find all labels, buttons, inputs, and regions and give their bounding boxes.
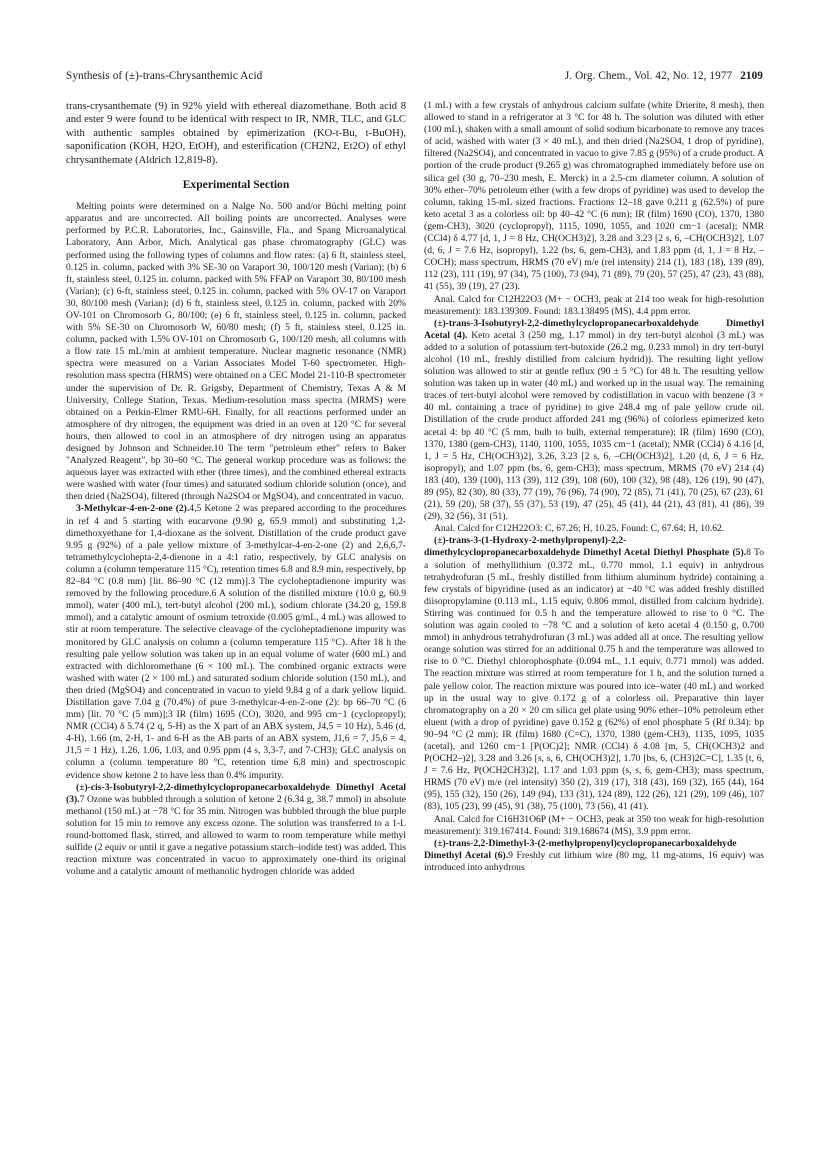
procedure-paragraph-acetal-6 (424, 838, 764, 874)
left-column (66, 100, 406, 1150)
analysis-paragraph: Anal. Calcd for C12H22O3: C, 67.26; H, 10.25. Found: C, 67.64; H, 10.62. (434, 523, 725, 535)
procedure-continuation: (1 mL) with a few crystals of anhydrous calcium sulfate (white Drierite, 8 mesh), then allowed to stand in a refrigerator at 3 °C for 48 h. The solution was diluted with ether (100 mL), shaken with a small amount of solid sodium bicarbonate to remove any traces of acid, washed with water (3 × 40 mL), and then dried (Na2SO4, 1 drop of pyridine), filtered (Na2SO4), and concentrated in vacuo to give 7.85 g (95%) of a crude product. A portion of the crude product (9.265 g) was chromatographed immediately before use on silica gel (30 g, 70–230 mesh, E. Merck) in a 2.5-cm diameter column. A solution of 30% ether–70% petroleum ether (with a few drops of pyridine) was used to develop the column, taking 15-mL sized fractions. Fractions 12–18 gave 0.211 g (62.5%) of pure keto acetal 3 as a colorless oil: bp 40–42 °C (6 mm); IR (film) 1690 (CO), 1370, 1380 (gem-CH3), 3020 (cyclopropyl), 1115, 1090, 1055, and 1020 cm−1 (acetal); NMR (CCl4) δ 4.77 [d, 1, J = 8 Hz, CH(OCH3)2], 3.28 and 3.23 [2 s, 6, –CH(OCH3)2], 1.07 (d, 6, J = 7.6 Hz, isopropyl), 1.22 (bs, 6, gem-CH3), and 1.83 ppm (d, 1, J = 8 Hz, –COCH); mass spectrum, HRMS (70 eV) m/e (rel intensity) 214 (1), 183 (18), 139 (89), 112 (23), 111 (19), 97 (34), 75 (100), 73 (94), 71 (89), 79 (20), 57 (25), 47 (23), 43 (88), 41 (55), 39 (19), 27 (23). (424, 100, 764, 293)
procedure-title: (±)-cis-3-Isobutyryl-2,2-dimethylcyclopropanecarboxaldehyde Dimethyl Acetal (3). (66, 781, 406, 805)
journal-citation (565, 70, 763, 82)
procedure-paragraph-ketone-2 (66, 503, 406, 781)
right-column (424, 100, 764, 1150)
procedure-paragraph-phosphate-5 (424, 535, 764, 813)
analysis-paragraph: Anal. Calcd for C16H31O6P (M+ − OCH3, peak at 350 too weak for high-resolution measurement): 319.167414. Found: 319.168674 (MS), 3.9 ppm error. (424, 813, 764, 837)
page-header (66, 70, 763, 86)
procedure-body: Keto acetal 3 (250 mg, 1.17 mmol) in dry tert-butyl alcohol (3 mL) was added to a solution of potassium tert-butoxide (26.2 mg, 0.233 mmol) in dry tert-butyl alcohol (10 mL, freshly distilled from calcium hydrid)). The resulting light yellow solution was allowed to stir at gentle reflux (90 ± 5 °C) for 48 h. The resulting yellow solution was taken up in water (40 mL) and worked up in the usual way. The remaining traces of tert-butyl alcohol were removed by codistillation in vacuo with benzene (3 × 40 mL containing a trace of pyridine) to give 248.4 mg of pale yellow crude oil. Distillation of the crude product afforded 241 mg (96%) of colorless epimerized keto acetal 4: bp 40 °C (5 mm, bulb to bulb, external temperature); IR (film) 1690 (CO), 1370, 1380 (gem-CH3), 1140, 1100, 1055, 1035 cm−1 (acetal); NMR (CCl4) δ 4.16 [d, 1, J = 5 Hz, CH(OCH3)2], 3.26, 3.23 [2 s, 6, –CH(OCH3)2], 1.20 (d, 6, J = 6 Hz, isopropyl), and 1.07 ppm (bs, 6, gem-CH3); mass spectrum, MRMS (70 eV) 214 (4) 183 (40), 139 (100), 113 (39), 112 (39), 108 (60), 100 (32), 98 (48), 126 (19), 90 (47), 89 (95), 82 (30), 80 (33), 77 (19), 76 (96), 74 (90), 72 (85), 71 (41), 70 (25), 67 (23), 61 (21), 59 (20), 58 (37), 55 (37), 53 (19), 47 (25), 45 (41), 44 (21), 43 (81), 41 (86), 39 (29), 32 (56), 31 (51). (424, 329, 764, 523)
procedure-title: (±)-trans-3-(1-Hydroxy-2-methylpropenyl)-2,2-dimethylcyclopropanecarboxaldehyde Dimethyl Acetal Diethyl Phosphate (5). (424, 535, 747, 559)
procedure-title: (±)-trans-3-Isobutyryl-2,2-dimethylcyclopropanecarboxaldehyde Dimethyl Acetal (4). (424, 317, 764, 341)
page-number: 2109 (740, 70, 763, 82)
general-methods-paragraph: Melting points were determined on a Nalge No. 500 and/or Büchi melting point apparatus and are uncorrected. All boiling points are uncorrected. Analyses were performed by P.C.R. Laboratories, Inc., Gainsville, Fla., and Spang Microanalytical Laboratory, Ann Arbor, Mich. Analytical gas phase chromatography (GLC) was performed using the following types of columns and flow rates: (a) 6 ft, stainless steel, 0.125 in. column, packed with 3% SE-30 on Varaport 30, 100/120 mesh (Varian); (b) 6 ft, stainless steel, 0.125 in. column, packed with 5% FFAP on Varaport 30, 80/100 mesh (Varian); (c) 6-ft, stainless steel, 0.125 in. column, packed with 5% OV-17 on Varaport 30, 80/100 mesh (Varian); (d) 6 ft, stainless steel, 0.125 in. column, packed with 20% OV-101 on Chromosorb G, 80/100; (e) 6 ft, stainless steel, 0.125 in. column, packed with 5% SE-30 on Chromosorb W, 60/80 mesh; (f) 5 ft, stainless steel, 0.125 in. column, packed with 1.5% OV-101 on Chromosorb G, 100/120 mesh, all columns with a flow rate 15 mL/min at ambient temperature. Nuclear magnetic resonance (NMR) spectra were measured on a Varian Associates Model T-60 spectrometer. High-resolution mass spectra (HRMS) were obtained on a CEC Model 21-110-B spectrometer under the supervision of Dr. R. Grigsby, Department of Chemistry, Texas A & M University, College Station, Texas. Medium-resolution mass spectra (MRMS) were obtained on a Perkin-Elmer RMU-6H. Finally, for all reactions performed under an atmosphere of dry nitrogen, the equipment was dried in an oven at 120 °C for several hours, then allowed to cool in an atmosphere of dry nitrogen using an apparatus designed by Johnson and Schneider.10 The term "petroleum ether" refers to Baker "Analyzed Reagent", bp 30–60 °C. The general workup procedure was as follows: the aqueous layer was extracted with ether (three times), and the combined ethereal extracts were washed with water (four times) and saturated sodium chloride solution (once), and then dried (Na2SO4), filtered (through Na2SO4 or MgSO4), and concentrated in vacuo. (66, 201, 406, 503)
intro-paragraph: trans-crysanthemate (9) in 92% yield with ethereal diazomethane. Both acid 8 and ester 9 were found to be identical with respect to IR, NMR, TLC, and GLC with authentic samples obtained by epimerization (KO-t-Bu, t-BuOH), saponification (KOH, H2O, EtOH), and esterification (CH2N2, Et2O) of ethyl chrysanthemate (Aldrich 12,819-8). (66, 101, 406, 166)
procedure-title: (±)-trans-2,2-Dimethyl-3-(2-methylpropenyl)cyclopropanecarboxaldehyde Dimethyl Acetal (6). (424, 837, 737, 861)
procedure-body: 9 Freshly cut lithium wire (80 mg, 11 mg-atoms, 16 equiv) was introduced into anhydrous (424, 849, 764, 873)
procedure-body: 7 Ozone was bubbled through a solution of ketone 2 (6.34 g, 38.7 mmol) in absolute methanol (150 mL) at −78 °C for 35 min. Nitrogen was bubbled through the blue purple solution for 15 min to remove any excess ozone. The solution was transferred to a 1-L round-bottomed flask, stirred, and allowed to warm to room temperature while methyl sulfide (2 equiv or until it gave a negative potassium starch–iodide test) was added. This reaction mixture was concentrated in vacuo to approximately one-third its original volume and a catalytic amount of methanolic hydrogen chloride was added (66, 793, 406, 878)
journal-name: J. Org. Chem., Vol. 42, No. 12, 1977 (564, 70, 733, 82)
analysis-paragraph: Anal. Calcd for C12H22O3 (M+ − OCH3, peak at 214 too weak for high-resolution measurement): 183.139309. Found: 183.138495 (MS), 4.4 ppm error. (424, 293, 764, 317)
procedure-body: 8 To a solution of methyllithium (0.372 mL, 0.770 mmol, 1.1 equiv) in anhydrous tetrahydrofuran (5 mL, freshly distilled from lithium aluminum hydride) containing a few crystals of bipyridine (used as an indicator) at −40 °C was added freshly distilled diisopropylamine (0.113 mL, 1.15 equiv, 0.806 mmol, distilled from calcium hydride). Stirring was continued for 0.5 h and the temperature allowed to rise to 0 °C. The solution was again cooled to −78 °C and a solution of keto acetal 4 (0.150 g, 0.700 mmol) in anhydrous tetrahydrofuran (3 mL) was added all at once. The resulting yellow orange solution was stirred for an additional 0.75 h and the temperature was allowed to rise to 0 °C. Diethyl chlorophosphate (0.094 mL, 1.1 equiv, 0.771 mmol) was added. The reaction mixture was stirred at room temperature for 1 h, and the solution turned a pale yellow color. The reaction mixture was poured into ice–water (40 mL) and worked up in the usual way to give 0.172 g of a colorless oil. Preparative thin layer chromatography on a 20 × 20 cm silica gel plate using 90% ether–10% petroleum ether eluent (with a drop of pyridine) gave 0.152 g (62%) of enol phosphate 5 (Rf 0.34): bp 90–94 °C (2 mm); IR (film) 1680 (C=C), 1370, 1380 (gem-CH3), 1135, 1095, 1035 (acetal), and 1260 cm−1 [P(OC)2]; NMR (CCl4) δ 4.08 [m, 5, CH(OCH3)2 and P(OCH2–)2], 3.28 and 3.26 [s, s, 6, CH(OCH3)2], 1.70 [bs, 6, (CH3)2C=C], 1.35 [t, 6, J = 7.6 Hz, P(OCH2CH3)2], 1.17 and 1.03 ppm (s, s, 6, gem-CH3); mass spectrum, HRMS (70 eV) m/e (rel intensity) 350 (2), 319 (17), 318 (43), 169 (32), 165 (44), 164 (95), 155 (32), 150 (26), 149 (94), 133 (31), 124 (89), 122 (26), 121 (29), 109 (46), 107 (83), 105 (23), 99 (45), 91 (38), 75 (100), 73 (56), 41 (41). (424, 547, 764, 813)
running-title: Synthesis of (±)-trans-Chrysanthemic Acid (66, 70, 263, 82)
procedure-paragraph-acetal-4 (424, 318, 764, 524)
section-title: Experimental Section (182, 178, 290, 192)
procedure-paragraph-acetal-3 (66, 782, 406, 879)
procedure-body: 4,5 Ketone 2 was prepared according to the procedures in ref 4 and 5 starting with eucarvone (9.90 g, 65.9 mmol) and substituting 1,2-dimethoxyethane for 1,4-dioxane as the solvent. Distillation of the crude product gave 9.95 g (92%) of a pale yellow mixture of 3-methylcar-4-en-2-one (2) and 2,6,6,7-tetramethylcyclohepta-2,4-dienone in a 4:1 ratio, respectively, by GLC analysis on column a (column temperature 115 °C), retention times 6.8 and 8.9 min, respectively, bp 82–84 °C (0.8 mm) [lit. 86–90 °C (12 mm)].3 The cycloheptadienone impurity was removed by the following procedure.6 A solution of the distilled mixture (10.0 g, 60.9 mmol), water (400 mL), tert-butyl alcohol (200 mL), sodium chlorate (34.20 g, 159.8 mmol), and a catalytic amount of osmium tetroxide (0.005 g/mL, 4 mL) was allowed to stir at room temperature. The selective cleavage of the cycloheptadienone impurity was monitored by GLC analysis on column a (column temperature 115 °C). After 18 h the resulting pale yellow solution was taken up in an equal volume of water (600 mL) and extracted with dichloromethane (6 × 100 mL). The combined organic extracts were washed with water (2 × 100 mL) and saturated sodium chloride solution (150 mL), and then dried (MgSO4) and concentrated in vacuo to yield 9.84 g of a dark yellow liquid. Distillation gave 7.04 g (70.4%) of pure 3-methylcar-4-en-2-one (2): bp 66–70 °C (6 mm) [lit. 70 °C (5 mm)];3 IR (film) 1695 (CO), 3020, and 995 cm−1 (cyclopropyl); NMR (CCl4) δ 5.74 (2 q, 5-H) as the X part of an ABX system, J4,5 = 10 Hz), 5.46 (d, 4-H), 1.66 (m, 2-H, 1- and 6-H as the AB parts of an ABX system, J1,6 = 7, J5,6 = 4, J1,5 = 1 Hz), 1.26, 1.06, 1.03, and 0.95 ppm (4 s, 3,3-7, and 7-CH3); GLC analysis on column a (column temperature 80 °C, retention time 6.8 min) and spectroscopic evidence show ketone 2 to have less than 0.4% impurity. (66, 503, 406, 781)
procedure-title: 3-Methylcar-4-en-2-one (2). (76, 503, 190, 515)
